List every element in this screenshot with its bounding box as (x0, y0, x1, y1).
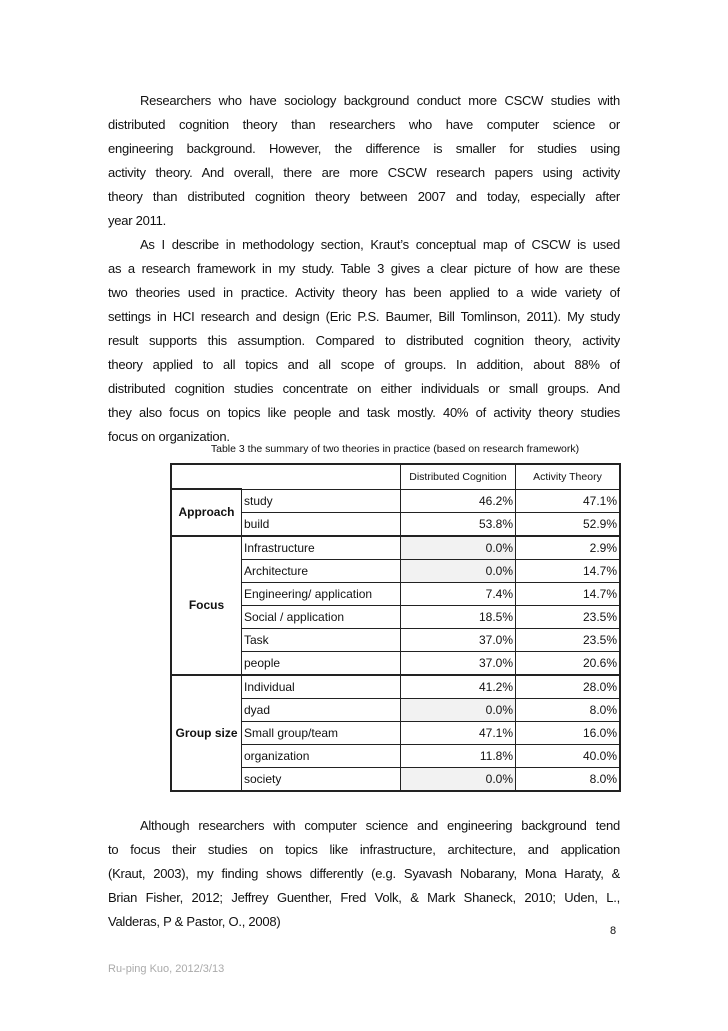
text-line: settings in HCI research and design (Eric P.S. Baumer, Bill Tomlinson, 2011). My study (108, 309, 620, 324)
row-label: Small group/team (242, 721, 401, 744)
row-label: people (242, 651, 401, 675)
table-row (171, 675, 620, 699)
page-number: 8 (610, 925, 617, 937)
at-value: 23.5% (516, 605, 621, 628)
dc-value: 11.8% (401, 744, 516, 767)
text-line: distributed cognition theory than researchers who have computer science or (108, 117, 620, 132)
text-line: Although researchers with computer science and engineering background tend (140, 818, 620, 833)
summary-table (170, 463, 621, 792)
at-value: 52.9% (516, 512, 621, 536)
text-line: they also focus on topics like people and task mostly. 40% of activity theory studies (108, 405, 620, 420)
text-line: result supports this assumption. Compared to distributed cognition theory, activity (108, 333, 620, 348)
text-line: Researchers who have sociology background conduct more CSCW studies with (140, 93, 620, 108)
text-line: Valderas, P & Pastor, O., 2008) (108, 914, 281, 929)
group-label: Group size (171, 675, 242, 791)
table-row (171, 536, 620, 560)
at-value: 8.0% (516, 698, 621, 721)
header-distributed-cognition: Distributed Cognition (401, 464, 516, 489)
text-line: engineering background. However, the difference is smaller for studies using (108, 141, 620, 156)
text-line: activity theory. And overall, there are more CSCW research papers using activity (108, 165, 620, 180)
dc-value: 47.1% (401, 721, 516, 744)
dc-value: 0.0% (401, 536, 516, 560)
at-value: 8.0% (516, 767, 621, 791)
text-line: As I describe in methodology section, Kraut’s conceptual map of CSCW is used (140, 237, 620, 252)
text-line: theory applied to all topics and all scope of groups. In addition, about 88% of (108, 357, 620, 372)
dc-value: 0.0% (401, 559, 516, 582)
text-line: focus on organization. (108, 429, 230, 444)
text-line: (Kraut, 2003), my finding shows differently (e.g. Syavash Nobarany, Mona Haraty, & (108, 866, 620, 881)
row-label: organization (242, 744, 401, 767)
dc-value: 0.0% (401, 767, 516, 791)
at-value: 14.7% (516, 582, 621, 605)
at-value: 28.0% (516, 675, 621, 699)
row-label: study (242, 489, 401, 512)
text-line: theory than distributed cognition theory between 2007 and today, especially after (108, 189, 620, 204)
row-label: Task (242, 628, 401, 651)
row-label: Architecture (242, 559, 401, 582)
header-empty-cell (171, 464, 401, 489)
dc-value: 37.0% (401, 628, 516, 651)
group-label: Focus (171, 536, 242, 675)
table-header-row (171, 464, 620, 489)
footer-author-date: Ru-ping Kuo, 2012/3/13 (108, 963, 225, 975)
at-value: 47.1% (516, 489, 621, 512)
row-label: Engineering/ application (242, 582, 401, 605)
dc-value: 41.2% (401, 675, 516, 699)
at-value: 23.5% (516, 628, 621, 651)
dc-value: 37.0% (401, 651, 516, 675)
row-label: dyad (242, 698, 401, 721)
dc-value: 53.8% (401, 512, 516, 536)
group-label: Approach (171, 489, 242, 536)
row-label: build (242, 512, 401, 536)
dc-value: 0.0% (401, 698, 516, 721)
dc-value: 7.4% (401, 582, 516, 605)
text-line: year 2011. (108, 213, 166, 228)
at-value: 20.6% (516, 651, 621, 675)
row-label: Infrastructure (242, 536, 401, 560)
dc-value: 46.2% (401, 489, 516, 512)
table-row (171, 489, 620, 512)
at-value: 16.0% (516, 721, 621, 744)
text-line: distributed cognition studies concentrate on either individuals or small groups. And (108, 381, 620, 396)
text-line: two theories used in practice. Activity theory has been applied to a wide variety of (108, 285, 620, 300)
paragraph-3 (108, 814, 620, 934)
text-line: to focus their studies on topics like infrastructure, architecture, and application (108, 842, 620, 857)
text-line: Brian Fisher, 2012; Jeffrey Guenther, Fred Volk, & Mark Shaneck, 2010; Uden, L., (108, 890, 620, 905)
header-activity-theory: Activity Theory (516, 464, 621, 489)
table-caption: Table 3 the summary of two theories in practice (based on research framework) (210, 443, 580, 455)
paragraph-2 (108, 233, 620, 449)
paragraph-1 (108, 89, 620, 233)
dc-value: 18.5% (401, 605, 516, 628)
text-line: as a research framework in my study. Table 3 gives a clear picture of how are these (108, 261, 620, 276)
at-value: 40.0% (516, 744, 621, 767)
row-label: Social / application (242, 605, 401, 628)
at-value: 14.7% (516, 559, 621, 582)
row-label: society (242, 767, 401, 791)
row-label: Individual (242, 675, 401, 699)
at-value: 2.9% (516, 536, 621, 560)
